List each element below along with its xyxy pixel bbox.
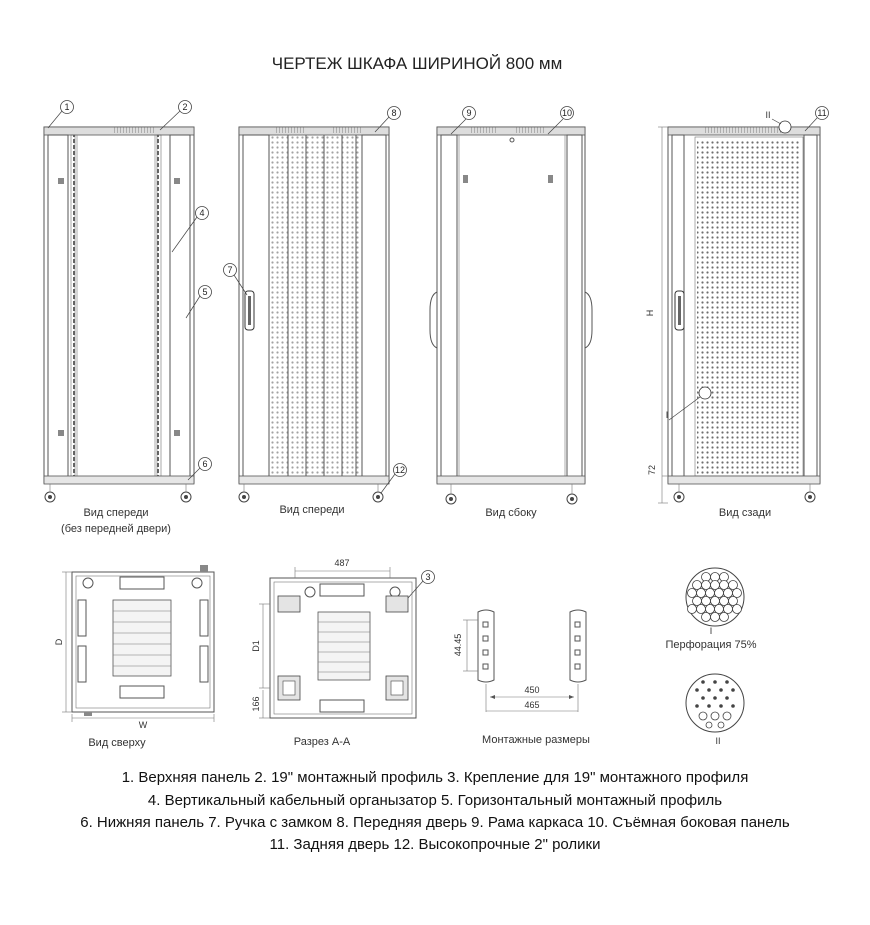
dim-w: W [138, 720, 148, 730]
svg-text:7: 7 [227, 265, 233, 275]
legend-line-3: 6. Нижняя панель 7. Ручка с замком 8. Передняя дверь 9. Рама каркаса 10. Съёмная боковая панель [80, 814, 790, 831]
svg-text:4: 4 [199, 208, 205, 218]
svg-text:8: 8 [391, 108, 397, 118]
front-view [239, 127, 389, 502]
rear-view [658, 121, 820, 503]
svg-text:6: 6 [202, 459, 208, 469]
front-view-no-door [44, 127, 194, 502]
caption-front-no-door-line2: (без передней двери) [61, 523, 171, 535]
detail-perforation [686, 568, 744, 626]
top-view [62, 565, 214, 722]
svg-text:9: 9 [466, 108, 472, 118]
legend-line-1: 1. Верхняя панель 2. 19" монтажный профиль 3. Крепление для 19" монтажного профиля [121, 769, 749, 786]
caption-side: Вид сбоку [485, 507, 537, 519]
caption-top: Вид сверху [88, 737, 146, 749]
legend-line-2: 4. Вертикальный кабельный органызатор 5. Горизонтальный монтажный профиль [147, 792, 723, 809]
side-view [430, 127, 592, 504]
dim-72: 72 [647, 464, 657, 476]
svg-text:11: 11 [817, 108, 827, 118]
svg-text:2: 2 [182, 102, 188, 112]
caption-rear: Вид сзади [718, 507, 772, 519]
detail-II-marker: II [765, 110, 771, 120]
detail-I-marker: I [665, 410, 669, 420]
dim-d1: D1 [251, 640, 261, 652]
detail-vent-holes [686, 674, 744, 732]
caption-section: Разрез А-А [293, 736, 351, 748]
dim-d: D [54, 638, 64, 646]
dim-44-45: 44.45 [453, 633, 463, 657]
dim-166: 166 [251, 696, 261, 712]
callout-6 [188, 458, 212, 481]
callout-2 [160, 101, 192, 131]
caption-front: Вид спереди [279, 504, 345, 516]
svg-text:12: 12 [394, 465, 406, 475]
legend-line-4: 11. Задняя дверь 12. Высокопрочные 2" ролики [269, 836, 601, 853]
perforation-label: Перфорация 75% [665, 639, 757, 651]
section-view [259, 567, 416, 718]
svg-text:1: 1 [64, 102, 70, 112]
detail-II-label: II [715, 736, 721, 746]
caption-mounting: Монтажные размеры [482, 734, 590, 746]
svg-text:5: 5 [202, 287, 208, 297]
caption-front-no-door-line1: Вид спереди [83, 507, 149, 519]
drawing-title: ЧЕРТЕЖ ШКАФА ШИРИНОЙ 800 мм [271, 54, 563, 73]
callout-1 [48, 101, 74, 129]
svg-text:3: 3 [425, 572, 431, 582]
dim-465: 465 [524, 700, 540, 710]
mounting-view [463, 610, 586, 712]
dim-h: H [645, 309, 655, 317]
svg-text:10: 10 [561, 108, 573, 118]
dim-487: 487 [334, 558, 350, 568]
detail-I-label: I [709, 626, 713, 636]
dim-450: 450 [524, 685, 540, 695]
